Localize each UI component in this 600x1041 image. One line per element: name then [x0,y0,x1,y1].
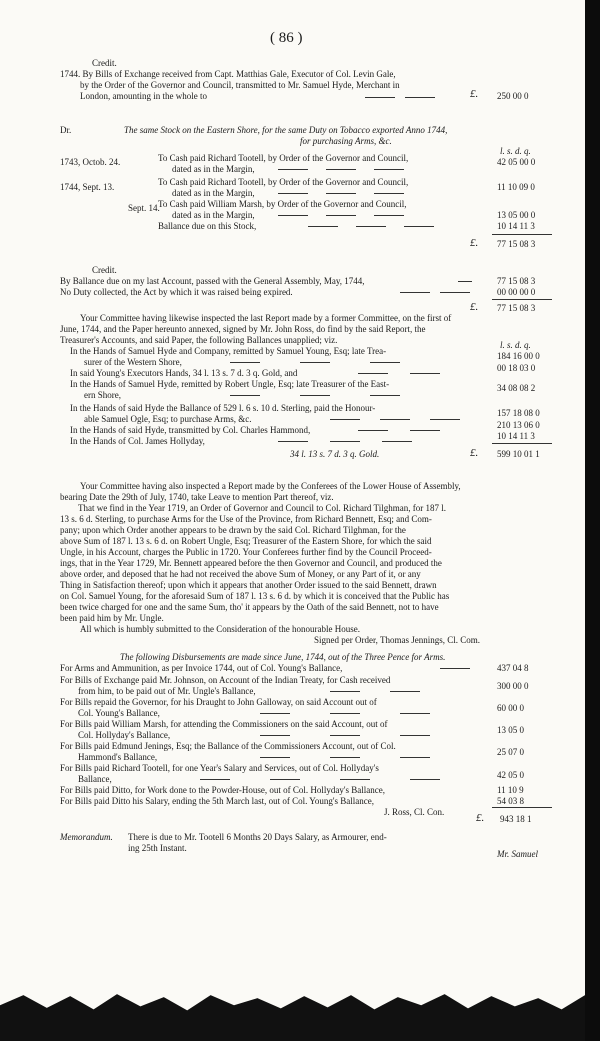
leader-dash [382,441,412,442]
credit2-amount: 77 15 08 3 [497,276,536,286]
sum-rule [492,443,552,444]
leader-dash [278,215,308,216]
disbursement-item: For Bills of Exchange paid Mr. Johnson, on Account of the Indian Treaty, for Cash received [60,675,391,685]
leader-dash [326,193,356,194]
ballance-item: In the Hands of Samuel Hyde, remitted by Robert Ungle, Esq; late Treasurer of the East- [70,379,390,389]
dr-label: Dr. [60,125,72,135]
leader-dash [400,292,430,293]
credit-heading: Credit. [92,58,117,68]
paragraph-line: above Sum of 187 l. 13 s. 6 d. on Robert Ungle, Esq; Treasurer of the Eastern Shore, for which the said [60,536,432,546]
disbursement-item: For Bills repaid the Governor, for his Draught to John Galloway, on said Account out of [60,697,377,707]
ballance-amount: 10 14 11 3 [497,431,535,441]
leader-dash [260,735,290,736]
pound-sign: £. [470,301,479,313]
pound-sign: £. [470,237,479,249]
paragraph-line: been twice charged for one and the same Sum, tho' it appears by the Oath of the said Bennett, not to have [60,602,439,612]
leader-dash [330,713,360,714]
balance-amount: 10 14 11 3 [497,221,535,231]
dr-title: The same Stock on the Eastern Shore, for the same Duty on Tobacco exported Anno 1744, [124,125,448,135]
credit1-line: London, amounting in the whole to [80,91,207,101]
disbursement-item: For Bills paid Edmund Jenings, Esq; the Ballance of the Commissioners Account, out of Col. [60,741,396,751]
page-bottom-edge [0,990,585,1041]
leader-dash [370,362,400,363]
paragraph-line: That we find in the Year 1719, an Order of Governor and Council to Col. Richard Tilghman, for 187 l. [78,503,446,513]
entry-amount: 11 10 09 0 [497,182,535,192]
leader-dash [365,97,395,98]
entry-text: To Cash paid Richard Tootell, by Order of the Governor and Council, [158,177,409,187]
sum-rule [492,234,552,235]
leader-dash [430,419,460,420]
book-gutter-shadow [585,0,600,1041]
paragraph-line: bearing Date the 29th of July, 1740, take Leave to mention Part thereof, viz. [60,492,334,502]
leader-dash [380,419,410,420]
credit2-line: By Ballance due on my last Account, passed with the General Assembly, May, 1744, [60,276,365,286]
leader-dash [440,292,470,293]
entry-text: To Cash paid William Marsh, by Order of the Governor and Council, [158,199,407,209]
pound-sign: £. [470,88,479,100]
leader-dash [374,169,404,170]
disbursement-item: For Arms and Ammunition, as per Invoice 1744, out of Col. Young's Ballance, [60,663,343,673]
disbursement-amount: 437 04 8 [497,663,529,673]
leader-dash [330,735,360,736]
credit1-line: by the Order of the Governor and Council, transmitted to Mr. Samuel Hyde, Merchant in [80,80,400,90]
leader-dash [260,757,290,758]
disbursements-total: 943 18 1 [500,814,532,824]
leader-dash [278,169,308,170]
leader-dash [270,779,300,780]
signature-line: Signed per Order, Thomas Jennings, Cl. Com. [314,635,480,645]
disbursement-amount: 25 07 0 [497,747,524,757]
ballance-item: In the Hands of said Hyde, transmitted by Col. Charles Hammond, [70,425,311,435]
paragraph-line: been paid him by Mr. Ungle. [60,613,164,623]
disbursement-item: For Bills paid Ditto, for Work done to the Powder-House, out of Col. Hollyday's Ballance, [60,785,386,795]
disbursement-item: For Bills paid Ditto his Salary, ending the 5th March last, out of Col. Young's Ballance, [60,796,375,806]
disbursement-item: For Bills paid William Marsh, for attending the Commissioners on the said Account, out of [60,719,388,729]
leader-dash [278,193,308,194]
entry-text: dated as in the Margin, [172,164,255,174]
leader-dash [326,215,356,216]
leader-dash [230,395,260,396]
ballance-amount: 34 08 08 2 [497,383,536,393]
leader-dash [390,691,420,692]
ballance-item: ern Shore, [84,390,121,400]
leader-dash [326,169,356,170]
paragraph-line: pany; upon which Order another appears to be drawn by the said Col. Richard Tilghman, for the [60,525,406,535]
entry-date: Sept. 14. [128,203,160,213]
entry-date: 1743, Octob. 24. [60,157,121,167]
disbursement-item: Col. Hollyday's Ballance, [78,730,171,740]
paragraph-line: Ungle, in his Account, charges the Public in 1720. Your Conferees further find by the Council Proceed- [60,547,432,557]
memorandum-text: ing 25th Instant. [128,843,187,853]
ballance-item: In the Hands of Samuel Hyde and Company, remitted by Samuel Young, Esq; late Trea- [70,346,387,356]
ballance-item: able Samuel Ogle, Esq; to purchase Arms, &c. [84,414,252,424]
leader-dash [458,281,472,282]
disbursement-amount: 300 00 0 [497,681,529,691]
leader-dash [370,395,400,396]
leader-dash [400,735,430,736]
paragraph-line: 13 s. 6 d. Sterling, to purchase Arms for the Use of the Province, from Richard Bennett, Esq; and Com- [60,514,432,524]
balance-text: Ballance due on this Stock, [158,221,257,231]
leader-dash [358,430,388,431]
leader-dash [356,226,386,227]
entry-text: dated as in the Margin, [172,210,255,220]
ballance-amount: 210 13 06 0 [497,420,540,430]
disbursements-title: The following Disbursements are made since June, 1744, out of the Three Pence for Arms. [120,652,446,662]
ballance-item: In the Hands of said Hyde the Ballance of 529 l. 6 s. 10 d. Sterling, paid the Honour- [70,403,376,413]
dr-subtitle: for purchasing Arms, &c. [300,136,392,146]
ballance-amount: 184 16 00 0 [497,351,540,361]
catchword: Mr. Samuel [497,849,538,859]
sum-rule [492,299,552,300]
entry-amount: 13 05 00 0 [497,210,536,220]
credit-heading: Credit. [92,265,117,275]
paragraph-line: Thing in Satisfaction thereof; upon which it appears that another Order issued to the said Bennett, drawn [60,580,437,590]
credit2-line: No Duty collected, the Act by which it was raised being expired. [60,287,293,297]
disbursement-amount: 13 05 0 [497,725,524,735]
leader-dash [410,430,440,431]
leader-dash [400,757,430,758]
leader-dash [308,226,338,227]
leader-dash [358,373,388,374]
leader-dash [330,441,360,442]
leader-dash [440,668,470,669]
pound-sign: £. [476,812,485,824]
leader-dash [410,779,440,780]
leader-dash [405,97,435,98]
leader-dash [300,395,330,396]
leader-dash [404,226,434,227]
leader-dash [278,441,308,442]
disbursement-item: Hammond's Ballance, [78,752,158,762]
leader-dash [260,713,290,714]
entry-text: dated as in the Margin, [172,188,255,198]
leader-dash [400,713,430,714]
disbursement-amount: 42 05 0 [497,770,524,780]
entry-amount: 42 05 00 0 [497,157,536,167]
signature-line: J. Ross, Cl. Con. [384,807,445,817]
column-headers: l. s. d. q. [500,146,531,156]
pound-sign: £. [470,447,479,459]
entry-date: 1744, Sept. 13. [60,182,115,192]
disbursement-amount: 60 00 0 [497,703,524,713]
dr-total: 77 15 08 3 [497,239,536,249]
credit2-total: 77 15 08 3 [497,303,536,313]
paragraph-line: Your Committee having likewise inspected the last Report made by a former Committee, on the first of [80,313,452,323]
paragraph-line: June, 1744, and the Paper hereunto annexed, signed by Mr. John Ross, do find by the said Report, the [60,324,426,334]
paragraph-line: above order, and deposed that he had not received the above Sum of Money, or any Part of it, or any [60,569,421,579]
leader-dash [374,193,404,194]
entry-text: To Cash paid Richard Tootell, by Order of the Governor and Council, [158,153,409,163]
paragraph-line: Your Committee having also inspected a Report made by the Conferees of the Lower House of Assembly, [80,481,461,491]
disbursement-item: Col. Young's Ballance, [78,708,160,718]
column-headers: l. s. d. q. [500,340,531,350]
disbursement-item: Ballance, [78,774,112,784]
memorandum-label: Memorandum. [60,832,113,842]
leader-dash [330,691,360,692]
leader-dash [374,215,404,216]
leader-dash [300,362,330,363]
page-number: ( 86 ) [270,30,303,46]
leader-dash [340,779,370,780]
leader-dash [330,757,360,758]
credit1-amount: 250 00 0 [497,91,529,101]
ballance-item: In the Hands of Col. James Hollyday, [70,436,205,446]
sum-rule [492,807,552,808]
leader-dash [230,362,260,363]
ballance-item: surer of the Western Shore, [84,357,182,367]
ballance-item: In said Young's Executors Hands, 34 l. 13 s. 7 d. 3 q. Gold, and [70,368,298,378]
disbursement-item: from him, to be paid out of Mr. Ungle's Ballance, [78,686,256,696]
disbursement-amount: 54 03 8 [497,796,524,806]
disbursement-amount: 11 10 9 [497,785,524,795]
paragraph-line: All which is humbly submitted to the Consideration of the honourable House. [80,624,360,634]
memorandum-text: There is due to Mr. Tootell 6 Months 20 Days Salary, as Armourer, end- [128,832,387,842]
committee1-total: 599 10 01 1 [497,449,540,459]
ballance-amount: 157 18 08 0 [497,408,540,418]
leader-dash [330,419,360,420]
leader-dash [200,779,230,780]
credit2-amount: 00 00 00 0 [497,287,536,297]
ballance-amount: 00 18 03 0 [497,363,536,373]
credit1-line: 1744. By Bills of Exchange received from Capt. Matthias Gale, Executor of Col. Levin Gale, [60,69,396,79]
leader-dash [410,373,440,374]
gold-line: 34 l. 13 s. 7 d. 3 q. Gold. [290,449,380,459]
paragraph-line: on Col. Samuel Young, for the aforesaid Sum of 187 l. 13 s. 6 d. by which it is conceived that the Public has [60,591,450,601]
paragraph-line: Treasurer's Accounts, and said Paper, the following Ballances unapplied; viz. [60,335,338,345]
disbursement-item: For Bills paid Richard Tootell, for one Year's Salary and Services, out of Col. Hollyday's [60,763,379,773]
paragraph-line: ings, that in the Year 1729, Mr. Bennett appeared before the then Governor and Council, and produced the [60,558,442,568]
